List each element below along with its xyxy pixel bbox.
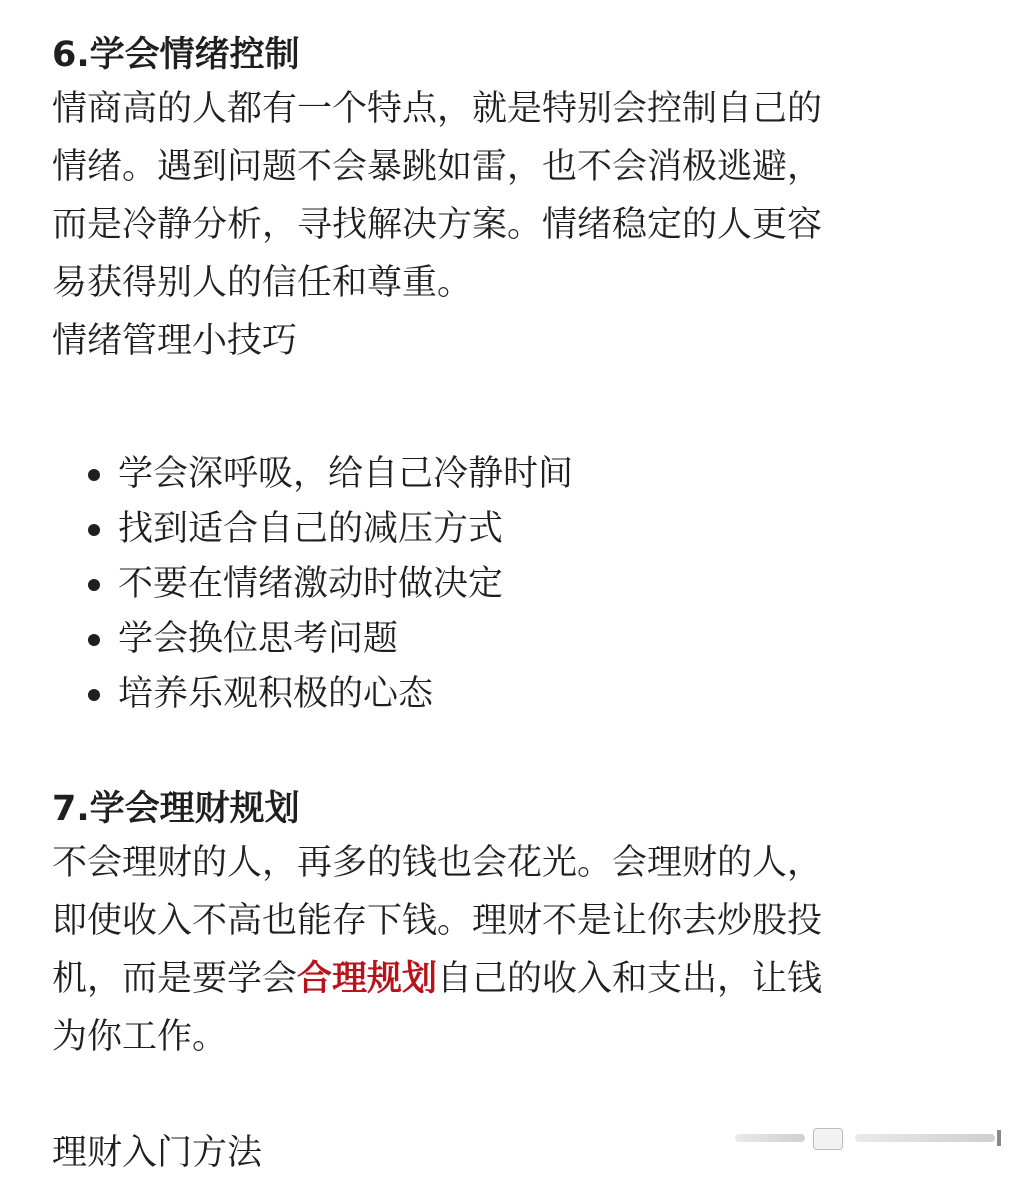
spacer bbox=[52, 722, 982, 784]
list-item bbox=[52, 502, 982, 557]
progress-track-left bbox=[735, 1134, 805, 1142]
section-6-paragraph-line-2: 情绪。遇到问题不会暴跳如雷，也不会消极逃避， bbox=[52, 147, 823, 187]
finance-methods-subheading: 理财入门方法 bbox=[52, 1133, 263, 1173]
section-6-paragraph-line-1: 情商高的人都有一个特点，就是特别会控制自己的 bbox=[52, 89, 823, 129]
section-7-paragraph-line-1: 不会理财的人，再多的钱也会花光。会理财的人， bbox=[52, 843, 823, 883]
spacer bbox=[52, 370, 982, 447]
progress-handle[interactable] bbox=[813, 1128, 843, 1150]
list-item bbox=[52, 612, 982, 667]
progress-end-marker bbox=[997, 1130, 1001, 1146]
bullet-icon bbox=[88, 524, 100, 536]
emotion-tips-subheading: 情绪管理小技巧 bbox=[52, 321, 298, 361]
list-item-text: 培养乐观积极的心态 bbox=[118, 674, 434, 714]
section-7-paragraph-line-2: 即使收入不高也能存下钱。理财不是让你去炒股投 bbox=[52, 901, 823, 941]
section-6-paragraph-line-3: 而是冷静分析，寻找解决方案。情绪稳定的人更容 bbox=[52, 205, 823, 245]
list-item-text: 不要在情绪激动时做决定 bbox=[118, 564, 504, 604]
section-7-line-3-before: 机，而是要学会 bbox=[52, 959, 298, 999]
progress-track-right bbox=[855, 1134, 995, 1142]
document-body bbox=[52, 30, 982, 1182]
section-7-paragraph-line-3 bbox=[52, 950, 982, 1008]
section-7-title: 7.学会理财规划 bbox=[52, 789, 300, 829]
section-6-paragraph-line-4: 易获得别人的信任和尊重。 bbox=[52, 263, 473, 303]
section-7-line-3-after: 自己的收入和支出，让钱 bbox=[437, 959, 823, 999]
bullet-icon bbox=[88, 689, 100, 701]
emotion-tips-list bbox=[52, 447, 982, 722]
list-item-text: 学会深呼吸，给自己冷静时间 bbox=[118, 454, 574, 494]
bottom-progress-bar[interactable] bbox=[735, 1126, 1005, 1150]
list-item bbox=[52, 447, 982, 502]
list-item-text: 学会换位思考问题 bbox=[118, 619, 399, 659]
spacer bbox=[52, 1066, 982, 1124]
bullet-icon bbox=[88, 579, 100, 591]
section-7-paragraph-line-4: 为你工作。 bbox=[52, 1017, 228, 1057]
section-6-title: 6.学会情绪控制 bbox=[52, 35, 300, 75]
list-item-text: 找到适合自己的减压方式 bbox=[118, 509, 504, 549]
bullet-icon bbox=[88, 634, 100, 646]
list-item bbox=[52, 667, 982, 722]
bullet-icon bbox=[88, 469, 100, 481]
highlighted-phrase: 合理规划 bbox=[297, 959, 438, 999]
list-item bbox=[52, 557, 982, 612]
